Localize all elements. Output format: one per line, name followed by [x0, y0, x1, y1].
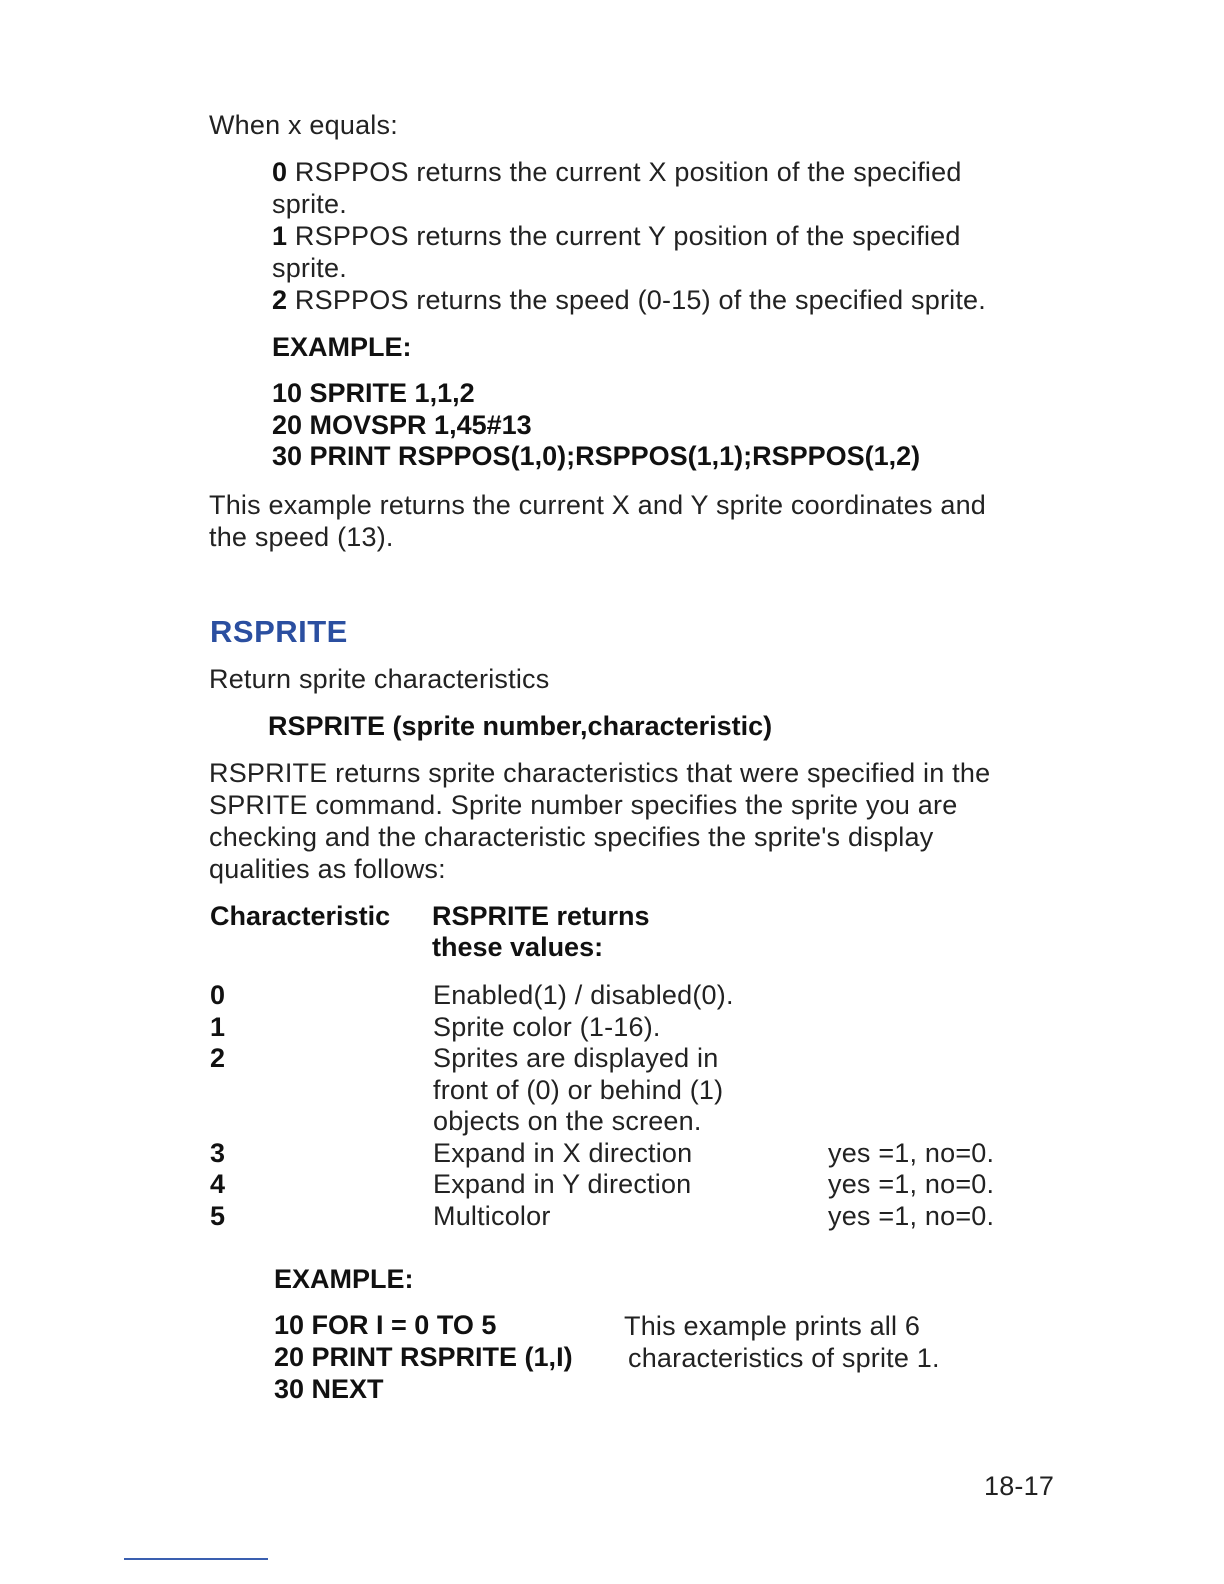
description-line: RSPRITE returns sprite characteristics that were specified in the: [209, 758, 991, 788]
table-row-desc: Expand in Y direction: [433, 1169, 692, 1199]
intro-text: When x equals:: [209, 110, 398, 140]
table-header-characteristic: Characteristic: [210, 901, 391, 931]
table-row-desc: Enabled(1) / disabled(0).: [433, 980, 734, 1010]
table-row-desc: Multicolor: [433, 1201, 551, 1231]
x-value-1-cont: sprite.: [272, 253, 347, 283]
x-value-2: [272, 284, 986, 316]
table-row-desc: objects on the screen.: [433, 1106, 702, 1136]
table-row-number: 0: [210, 980, 226, 1010]
example-note: characteristics of sprite 1.: [628, 1343, 940, 1373]
x-value-1: [272, 220, 961, 252]
x-value-desc: RSPPOS returns the current Y position of the specified: [294, 221, 961, 251]
section-subtitle: Return sprite characteristics: [209, 664, 550, 694]
table-row-note: yes =1, no=0.: [828, 1169, 995, 1199]
page-number: 18-17: [984, 1471, 1055, 1501]
example-description: This example returns the current X and Y sprite coordinates and: [209, 490, 987, 520]
table-row-number: 2: [210, 1043, 226, 1073]
code-line: 30 NEXT: [274, 1374, 384, 1404]
code-line: 20 PRINT RSPRITE (1,I): [274, 1342, 573, 1372]
code-line: 10 FOR I = 0 TO 5: [274, 1310, 497, 1340]
x-value-number: 0: [272, 157, 288, 187]
table-row-number: 5: [210, 1201, 226, 1231]
x-value-desc: RSPPOS returns the speed (0-15) of the specified sprite.: [294, 285, 986, 315]
x-value-0: [272, 156, 962, 188]
footer-rule: [124, 1558, 268, 1560]
x-value-0-cont: sprite.: [272, 189, 347, 219]
syntax-line: RSPRITE (sprite number,characteristic): [268, 711, 773, 741]
x-value-number: 2: [272, 285, 288, 315]
table-row-desc: Sprite color (1-16).: [433, 1012, 661, 1042]
x-value-desc: RSPPOS returns the current X position of the specified: [294, 157, 962, 187]
code-line: 20 MOVSPR 1,45#13: [272, 410, 532, 440]
table-row-number: 4: [210, 1169, 226, 1199]
x-value-number: 1: [272, 221, 288, 251]
code-line: 10 SPRITE 1,1,2: [272, 378, 475, 408]
table-header-returns: RSPRITE returns: [432, 901, 650, 931]
section-heading: RSPRITE: [210, 614, 348, 649]
table-row-desc: front of (0) or behind (1): [433, 1075, 724, 1105]
description-line: checking and the characteristic specifies the sprite's display: [209, 822, 934, 852]
table-row-desc: Sprites are displayed in: [433, 1043, 719, 1073]
table-row-note: yes =1, no=0.: [828, 1201, 995, 1231]
table-row-number: 1: [210, 1012, 226, 1042]
description-line: qualities as follows:: [209, 854, 446, 884]
example-description: the speed (13).: [209, 522, 394, 552]
description-line: SPRITE command. Sprite number specifies the sprite you are: [209, 790, 958, 820]
example-label: EXAMPLE:: [272, 332, 412, 362]
code-line: 30 PRINT RSPPOS(1,0);RSPPOS(1,1);RSPPOS(1,2): [272, 441, 921, 471]
table-row-desc: Expand in X direction: [433, 1138, 693, 1168]
table-row-note: yes =1, no=0.: [828, 1138, 995, 1168]
table-header-returns-cont: these values:: [432, 932, 604, 962]
example-label: EXAMPLE:: [274, 1264, 414, 1294]
example-note: This example prints all 6: [624, 1311, 921, 1341]
table-row-number: 3: [210, 1138, 226, 1168]
